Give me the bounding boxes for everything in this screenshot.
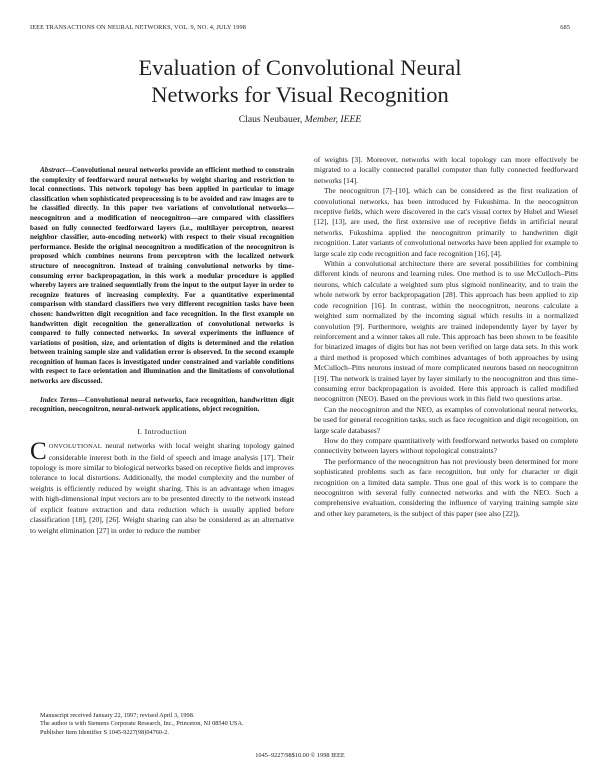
abstract xyxy=(30,166,294,387)
paragraph-architecture: Within a convolutional architecture there are several possibilities for combining different kinds of neurons and learning rules. One method is to use McCulloch–Pitts neurons, which calculate a weighted sum plus sigmoid nonlinearity, and to train the whole network by error backpropagation [28]. This approach has been applied to zip code recognition [16]. In contrast, within the neocognitron, neurons calculate a weighted sum normalized by the incoming signal which results in a normalized convolution [9]. Furthermore, weights are trained independently layer by layer by reinforcement and a winner takes all rule. This approach has been shown to be feasible for binarized images of digits but has not been verified on large data sets. In this work a third method is proposed which combines advantages of both approaches by using McCulloch–Pitts neurons instead of more complicated neurons based on neocognitron [19]. The network is trained layer by layer similarly to the neocognitron and thus time-consuming error backpropagation is avoided. Here this approach is called modified neocognitron (NEO). Based on the previous work in this field two questions arise. xyxy=(314,259,578,404)
journal-name: IEEE TRANSACTIONS ON NEURAL NETWORKS, VOL. 9, NO. 4, JULY 1998 xyxy=(30,24,246,31)
abstract-label: Abstract— xyxy=(40,166,72,174)
right-column xyxy=(314,155,578,519)
section-heading: I. Introduction xyxy=(137,426,187,436)
author-line xyxy=(0,114,600,125)
paragraph-question-2: How do they compare quantitatively with feedforward networks based on complete connectivity between layers without topological constraints? xyxy=(314,435,578,456)
footnote-affiliation: The author is with Siemens Corporate Research, Inc., Princeton, NJ 08540 USA. xyxy=(40,720,244,728)
left-column xyxy=(30,166,294,536)
index-terms-text: Convolutional neural networks, face recognition, handwritten digit recognition, neocognitron, neural-network applications, object recognition. xyxy=(30,395,294,414)
intro-smallcaps: ONVOLUTIONAL xyxy=(48,443,102,451)
paper-title xyxy=(0,54,600,108)
author-name: Claus Neubauer, xyxy=(238,114,303,125)
drop-cap: C xyxy=(30,438,47,466)
intro-paragraph xyxy=(30,438,294,536)
index-terms xyxy=(30,396,294,415)
intro-text: neural networks with local weight sharing topology gained considerable interest both in the field of speech and image analysis [17]. Their topology is more similar to biological networks based on receptive fields and improves tolerance to local distortions. Additionally, the model complexity and the number of weights is efficiently reduced by weight sharing. This is an advantage when images with high-dimensional input vectors are to be presented directly to the network instead of explicit feature extraction and data reduction which is usually applied before classification [18], [20], [26]. Weight sharing can also be considered as an alternative to weight elimination [27] in order to reduce the number xyxy=(30,441,294,535)
paragraph-question-1: Can the neocognitron and the NEO, as examples of convolutional neural networks, be used for general recognition tasks, such as face recognition and digit recognition, on large scale databases? xyxy=(314,404,578,435)
running-header xyxy=(30,24,570,36)
paragraph-performance: The performance of the neocognitron has not previously been determined for more sophisticated problems such as face recognition, but only for character or digit recognition on a limited data sample. Thus one goal of this work is to compare the neocognitron with several fully connected networks and with the NEO. Such a comprehensive evaluation, considering the influence of varying training sample size and other key parameters, is the subject of this paper (see also [22]). xyxy=(314,456,578,518)
footnote-received: Manuscript received January 22, 1997; revised April 3, 1998. xyxy=(40,712,195,719)
page-number: 685 xyxy=(560,24,570,31)
title-line-1: Evaluation of Convolutional Neural xyxy=(138,55,462,80)
footnotes xyxy=(30,712,294,737)
abstract-text: Convolutional neural networks provide an efficient method to constrain the complexity of feedforward neural networks by weight sharing and restriction to local connections. This network topology has been applied in particular to image classification when sophisticated preprocessing is to be avoided and raw images are to be classified directly. In this paper two variations of convolutional networks—neocognitron and a modification of neocognitron—are compared with classifiers based on fully connected feedforward layers (i.e., multilayer perceptron, nearest neighbor classifier, auto-encoding network) with respect to their visual recognition performance. Beside the original neocognitron a modification of the neocognitron is proposed which combines neurons from perceptron with the localized network structure of neocognitron. Instead of training convolutional networks by time-consuming error backpropagation, in this work a modular procedure is applied whereby layers are trained sequentially from the input to the output layer in order to recognize features of increasing complexity. For a quantitative experimental comparison with standard classifiers two very different recognition tasks have been chosen: handwritten digit recognition and face recognition. In the first example on handwritten digit recognition the generalization of convolutional networks is compared to fully connected networks. In several experiments the influence of variations of position, size, and orientation of digits is determined and the relation between training sample size and validation error is observed. In the second example recognition of human faces is investigated under constrained and variable conditions with respect to face orientation and illumination and the limitations of convolutional networks are discussed. xyxy=(30,166,294,386)
copyright-footer: 1045–9227/98$10.00 © 1998 IEEE xyxy=(255,752,345,759)
paragraph-neocognitron: The neocognitron [7]–[10], which can be considered as the first realization of convolutional networks, has been introduced by Fukushima. In the neocognitron receptive fields, which were discovered in the cat's visual cortex by Hubel and Wiesel [12], [13], are used, the first extensive use of receptive fields in artificial neural networks. Fukushima applied the neocognitron primarily to handwritten digit recognition. Later variants of convolutional networks have been applied for example to large scale zip code recognition and face recognition [16], [4]. xyxy=(314,186,578,258)
index-terms-label: Index Terms— xyxy=(40,395,85,404)
author-role: Member, IEEE xyxy=(304,114,362,125)
paragraph-continued: of weights [3]. Moreover, networks with local topology can more effectively be migrated to a locally connected parallel computer than fully connected feedforward networks [14]. xyxy=(314,155,578,185)
title-line-2: Networks for Visual Recognition xyxy=(151,82,449,107)
footnote-publisher: Publisher Item Identifier S 1045-9227(98)04760-2. xyxy=(40,728,169,736)
